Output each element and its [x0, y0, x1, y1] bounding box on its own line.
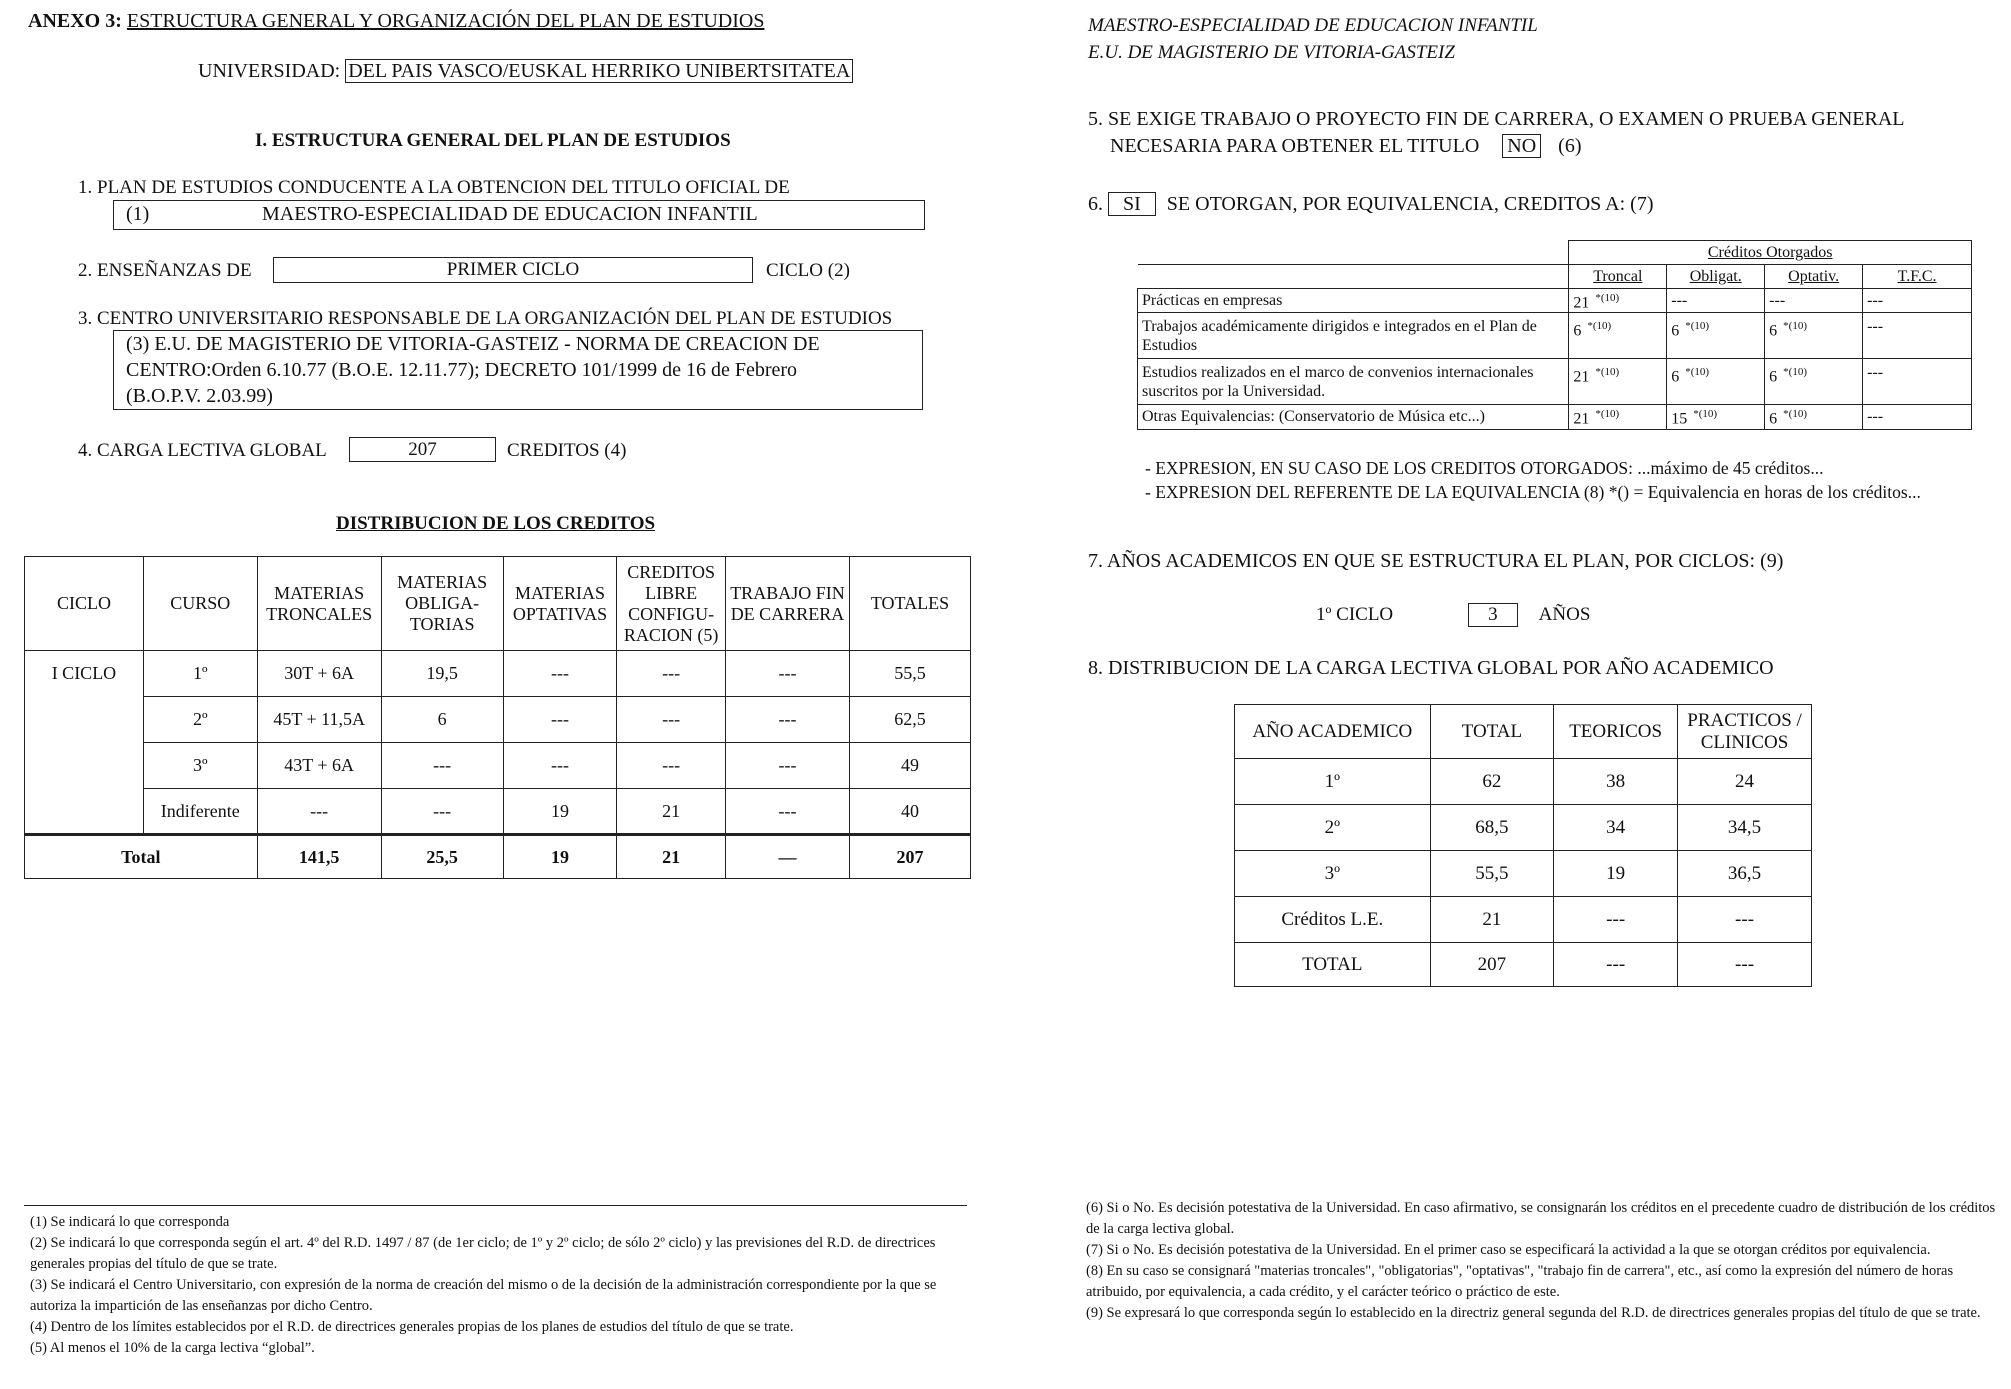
q5-line2-row — [1088, 133, 1905, 160]
distribution-header-row — [25, 557, 971, 651]
q3-box — [113, 330, 923, 410]
table-row — [1138, 359, 1972, 405]
right-footnotes — [1086, 1198, 2006, 1324]
cell-value: --- — [1867, 292, 1884, 310]
q1-label: 1. PLAN DE ESTUDIOS CONDUCENTE A LA OBTENCION DEL TITULO OFICIAL DE — [78, 177, 790, 198]
cell-value: 21 — [1573, 368, 1590, 386]
q2-suffix: CICLO (2) — [766, 260, 850, 281]
table-row — [1235, 897, 1812, 943]
year-header-row — [1235, 705, 1812, 759]
footnote-mark: *(10) — [1595, 408, 1620, 421]
total-label: Total — [25, 835, 258, 879]
left-footnotes — [30, 1212, 970, 1359]
cell-value: 6 — [1769, 368, 1778, 386]
table-cell — [1667, 313, 1765, 359]
table-row — [25, 697, 971, 743]
table-cell: 55,5 — [849, 651, 970, 697]
col-header: TOTAL — [1430, 705, 1554, 759]
table-cell: Indiferente — [143, 789, 257, 835]
q7-row — [1316, 603, 1590, 627]
table-cell: 3º — [143, 743, 257, 789]
footnote-mark: *(10) — [1783, 408, 1807, 421]
table-cell: 62 — [1430, 759, 1554, 805]
left-footnote-divider — [24, 1205, 967, 1206]
table-cell: --- — [617, 743, 726, 789]
q5-value: NO — [1502, 134, 1541, 158]
q3-line1: (3) E.U. DE MAGISTERIO DE VITORIA-GASTEIZ - NORMA DE CREACION DE — [126, 333, 820, 355]
q6-row — [1088, 193, 1654, 216]
year-distribution-table — [1234, 704, 1812, 987]
footnote: (1) Se indicará lo que corresponda — [30, 1214, 230, 1230]
table-cell — [1569, 359, 1667, 405]
table-cell: --- — [1678, 943, 1812, 987]
expression-line: - EXPRESION DEL REFERENTE DE LA EQUIVALENCIA (8) *() = Equivalencia en horas de los créditos... — [1145, 482, 1921, 502]
footnote-mark: *(10) — [1595, 366, 1620, 379]
row-label: Otras Equivalencias: (Conservatorio de Música etc...) — [1138, 405, 1569, 429]
cell-value: 6 — [1769, 410, 1778, 428]
table-cell: 21 — [1430, 897, 1554, 943]
q3-line2: CENTRO:Orden 6.10.77 (B.O.E. 12.11.77); DECRETO 101/1999 de 16 de Febrero — [126, 359, 798, 381]
table-cell — [1863, 289, 1972, 313]
equivalence-table — [1137, 240, 1972, 430]
table-cell: 19 — [503, 789, 617, 835]
footnote: (6) Si o No. Es decisión potestativa de la Universidad. En caso afirmativo, se consignarán los créditos en el precedente cuadro de distribución de los créditos de la carga lectiva global. — [1086, 1200, 1996, 1237]
table-cell: 19,5 — [381, 651, 503, 697]
empty-corner — [1138, 241, 1569, 265]
table-row — [1138, 405, 1972, 429]
row-label: Trabajos académicamente dirigidos e integrados en el Plan de Estudios — [1138, 313, 1569, 359]
q3-line3: (B.O.P.V. 2.03.99) — [126, 385, 273, 407]
table-cell: --- — [1554, 897, 1678, 943]
equivalence-header-row — [1138, 265, 1972, 289]
cell-value: 6 — [1769, 322, 1778, 340]
q1-value: MAESTRO-ESPECIALIDAD DE EDUCACION INFANTIL — [262, 203, 758, 225]
table-row — [1235, 759, 1812, 805]
footnote: (5) Al menos el 10% de la carga lectiva “global”. — [30, 1340, 315, 1356]
table-cell — [1569, 405, 1667, 429]
table-cell — [1765, 289, 1863, 313]
q4-suffix: CREDITOS (4) — [507, 440, 627, 461]
table-cell: --- — [381, 789, 503, 835]
col-header: TOTALES — [849, 557, 970, 651]
cell-value: 21 — [1573, 410, 1590, 428]
q2-value: PRIMER CICLO — [446, 259, 580, 280]
table-cell — [1765, 313, 1863, 359]
table-cell: --- — [725, 651, 849, 697]
cell-value: 6 — [1573, 322, 1582, 340]
q4-label: 4. CARGA LECTIVA GLOBAL — [78, 440, 327, 461]
q7-suffix: AÑOS — [1538, 604, 1591, 625]
footnote: (8) En su caso se consignará "materias troncales", "obligatorias", "optativas", "trabajo fin de carrera", etc., así como la expresión del número de horas atribuido, por equivalencia, a cada crédito, y el carácter teórico o práctico de este. — [1086, 1263, 1954, 1300]
table-cell: Créditos L.E. — [1235, 897, 1431, 943]
col-header: T.F.C. — [1863, 265, 1972, 289]
table-row — [1138, 313, 1972, 359]
q5-line1: 5. SE EXIGE TRABAJO O PROYECTO FIN DE CARRERA, O EXAMEN O PRUEBA GENERAL — [1088, 108, 1905, 130]
col-header: Obligat. — [1667, 265, 1765, 289]
q1-ref: (1) — [126, 203, 150, 225]
table-cell: 2º — [1235, 805, 1431, 851]
equivalence-group-header-row — [1138, 241, 1972, 265]
table-cell: 49 — [849, 743, 970, 789]
table-cell: 21 — [617, 789, 726, 835]
col-header: PRACTICOS / CLINICOS — [1678, 705, 1812, 759]
footnote-mark: *(10) — [1783, 366, 1807, 379]
header-line: MAESTRO-ESPECIALIDAD DE EDUCACION INFANTIL — [1088, 15, 1538, 36]
total-cell: 19 — [503, 835, 617, 879]
q4-box — [349, 437, 496, 462]
col-header: MATERIAS OBLIGA-TORIAS — [381, 557, 503, 651]
q5-block — [1088, 106, 1905, 160]
footnote: (3) Se indicará el Centro Universitario, con expresión de la norma de creación del mismo o de la decisión de la administración correspondiente por la que se autoriza la impartición de las enseñanzas por dicho Centro. — [30, 1277, 937, 1314]
cell-value: 15 — [1671, 410, 1688, 428]
footnote-mark: *(10) — [1595, 292, 1620, 304]
university-value: DEL PAIS VASCO/EUSKAL HERRIKO UNIBERTSITATEA — [345, 59, 853, 83]
table-cell: 2º — [143, 697, 257, 743]
header-line: E.U. DE MAGISTERIO DE VITORIA-GASTEIZ — [1088, 42, 1455, 63]
col-header: MATERIAS TRONCALES — [257, 557, 381, 651]
col-header: Troncal — [1569, 265, 1667, 289]
table-cell — [1765, 359, 1863, 405]
table-cell — [1667, 405, 1765, 429]
table-cell — [1667, 289, 1765, 313]
table-cell: 38 — [1554, 759, 1678, 805]
table-row — [1235, 943, 1812, 987]
q8-text: 8. DISTRIBUCION DE LA CARGA LECTIVA GLOBAL POR AÑO ACADEMICO — [1088, 657, 1774, 679]
table-cell — [1863, 359, 1972, 405]
col-header: TEORICOS — [1554, 705, 1678, 759]
footnote: (7) Si o No. Es decisión potestativa de la Universidad. En el primer caso se especificará la actividad a la que se otorgan créditos por equivalencia. — [1086, 1242, 1931, 1258]
q5-line2: NECESARIA PARA OBTENER EL TITULO — [1110, 135, 1480, 157]
q6-prefix: 6. — [1088, 193, 1103, 215]
table-cell: --- — [725, 743, 849, 789]
expression-block — [1145, 456, 1921, 504]
table-cell — [1863, 405, 1972, 429]
cell-value: 6 — [1671, 368, 1680, 386]
cell-value: 6 — [1671, 322, 1680, 340]
q3-label: 3. CENTRO UNIVERSITARIO RESPONSABLE DE LA ORGANIZACIÓN DEL PLAN DE ESTUDIOS — [78, 308, 893, 329]
col-header: CICLO — [25, 557, 144, 651]
table-cell: 62,5 — [849, 697, 970, 743]
expression-line: - EXPRESION, EN SU CASO DE LOS CREDITOS OTORGADOS: ...máximo de 45 créditos... — [1145, 458, 1824, 478]
section-title: I. ESTRUCTURA GENERAL DEL PLAN DE ESTUDIOS — [255, 130, 731, 151]
table-cell: 43T + 6A — [257, 743, 381, 789]
footnote-mark: *(10) — [1587, 320, 1612, 333]
table-cell: --- — [503, 651, 617, 697]
q1-box — [113, 200, 925, 230]
cell-value: --- — [1867, 408, 1884, 426]
table-cell: --- — [617, 651, 726, 697]
footnote-mark: *(10) — [1685, 320, 1710, 333]
col-header: CURSO — [143, 557, 257, 651]
q7-text: 7. AÑOS ACADEMICOS EN QUE SE ESTRUCTURA EL PLAN, POR CICLOS: (9) — [1088, 550, 1784, 572]
table-cell: TOTAL — [1235, 943, 1431, 987]
footnote-mark: *(10) — [1693, 408, 1718, 421]
total-cell: 21 — [617, 835, 726, 879]
table-row — [1138, 289, 1972, 313]
cell-value: --- — [1769, 292, 1786, 310]
table-cell: --- — [381, 743, 503, 789]
table-cell: 24 — [1678, 759, 1812, 805]
cell-value: --- — [1867, 364, 1884, 382]
empty-corner — [1138, 265, 1569, 289]
q7-value: 3 — [1468, 603, 1518, 627]
annex-heading — [28, 10, 764, 33]
distribution-table — [24, 556, 971, 879]
footnote: (2) Se indicará lo que corresponda según el art. 4º del R.D. 1497 / 87 (de 1er ciclo; de 1º y 2º ciclo; de sólo 2º ciclo) y las previsiones del R.D. de directrices generales propias del título de que se trate. — [30, 1235, 936, 1272]
q6-value: SI — [1108, 192, 1156, 216]
table-cell: 55,5 — [1430, 851, 1554, 897]
table-cell: 40 — [849, 789, 970, 835]
col-header: TRABAJO FIN DE CARRERA — [725, 557, 849, 651]
table-cell — [1569, 289, 1667, 313]
table-cell: --- — [503, 697, 617, 743]
table-cell: --- — [1678, 897, 1812, 943]
table-cell: 1º — [1235, 759, 1431, 805]
total-cell: 25,5 — [381, 835, 503, 879]
cell-value: --- — [1671, 292, 1688, 310]
table-cell — [1569, 313, 1667, 359]
total-cell: 141,5 — [257, 835, 381, 879]
footnote-mark: *(10) — [1685, 366, 1710, 379]
table-cell: --- — [725, 697, 849, 743]
table-cell: 34 — [1554, 805, 1678, 851]
col-header: MATERIAS OPTATIVAS — [503, 557, 617, 651]
row-label: Prácticas en empresas — [1138, 289, 1569, 313]
table-cell: 207 — [1430, 943, 1554, 987]
q6-text: SE OTORGAN, POR EQUIVALENCIA, CREDITOS A: (7) — [1166, 193, 1654, 215]
distribution-title: DISTRIBUCION DE LOS CREDITOS — [336, 513, 656, 534]
table-cell: --- — [503, 743, 617, 789]
annex-title: ESTRUCTURA GENERAL Y ORGANIZACIÓN DEL PLAN DE ESTUDIOS — [126, 10, 765, 32]
right-header — [1088, 12, 1538, 66]
table-cell: 45T + 11,5A — [257, 697, 381, 743]
col-header: CREDITOS LIBRE CONFIGU-RACION (5) — [617, 557, 726, 651]
table-cell: 68,5 — [1430, 805, 1554, 851]
q5-suffix: (6) — [1558, 135, 1582, 157]
table-row — [1235, 805, 1812, 851]
table-cell: 34,5 — [1678, 805, 1812, 851]
footnote: (4) Dentro de los límites establecidos por el R.D. de directrices generales propias de los planes de estudios del título de que se trate. — [30, 1319, 794, 1335]
table-row — [1235, 851, 1812, 897]
q2-box — [273, 257, 753, 283]
row-label: Estudios realizados en el marco de convenios internacionales suscritos por la Universidad. — [1138, 359, 1569, 405]
footnote: (9) Se expresará lo que corresponda según lo establecido en la directriz general segunda del R.D. de directrices generales propias del título de que se trate. — [1086, 1305, 1981, 1321]
table-cell — [1765, 405, 1863, 429]
footnote-mark: *(10) — [1783, 320, 1807, 333]
table-cell: 1º — [143, 651, 257, 697]
table-cell — [1667, 359, 1765, 405]
total-cell: — — [725, 835, 849, 879]
ciclo-cell: I CICLO — [25, 651, 144, 835]
table-cell: --- — [617, 697, 726, 743]
table-cell: --- — [1554, 943, 1678, 987]
col-header: AÑO ACADEMICO — [1235, 705, 1431, 759]
col-header: Optativ. — [1765, 265, 1863, 289]
q4-value: 207 — [408, 439, 437, 460]
table-cell: --- — [257, 789, 381, 835]
table-cell: 30T + 6A — [257, 651, 381, 697]
total-cell: 207 — [849, 835, 970, 879]
table-cell: 36,5 — [1678, 851, 1812, 897]
table-row — [25, 651, 971, 697]
q7-ciclo: 1º CICLO — [1316, 604, 1394, 625]
table-row — [25, 789, 971, 835]
table-cell — [1863, 313, 1972, 359]
cell-value: 21 — [1573, 294, 1590, 312]
table-cell: 3º — [1235, 851, 1431, 897]
cell-value: --- — [1867, 318, 1884, 336]
table-cell: 6 — [381, 697, 503, 743]
annex-label: ANEXO 3: — [28, 10, 122, 32]
table-cell: --- — [725, 789, 849, 835]
university-label: UNIVERSIDAD: — [198, 60, 341, 82]
total-row — [25, 835, 971, 879]
equivalence-group-header: Créditos Otorgados — [1569, 241, 1972, 265]
table-row — [25, 743, 971, 789]
university-row — [198, 60, 853, 83]
table-cell: 19 — [1554, 851, 1678, 897]
q2-label: 2. ENSEÑANZAS DE — [78, 260, 252, 281]
